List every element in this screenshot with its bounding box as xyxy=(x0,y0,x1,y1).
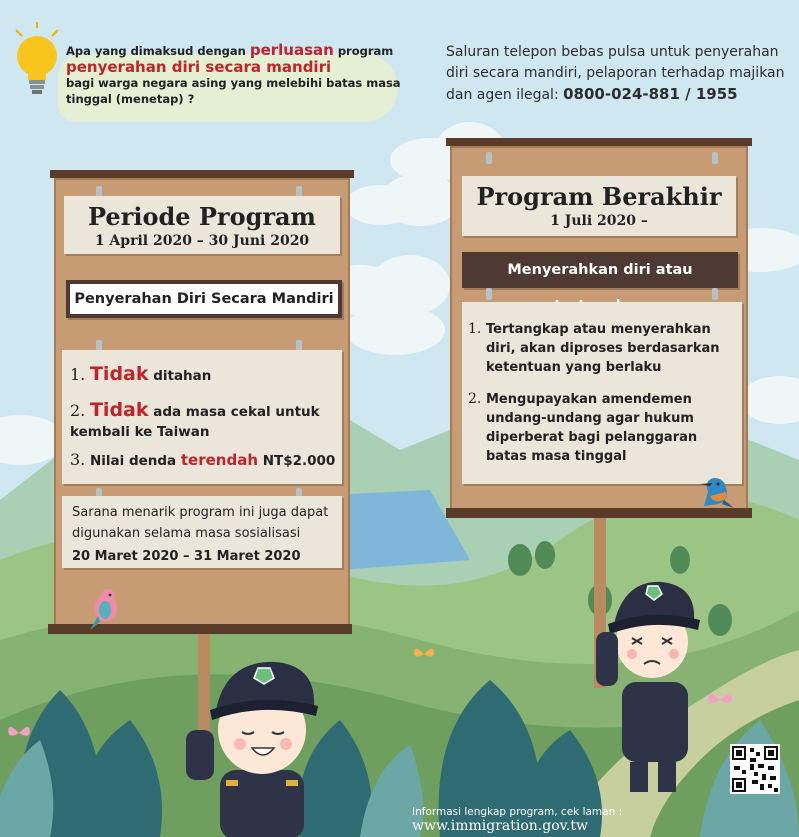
right-board-date: 1 Juli 2020 – xyxy=(550,213,648,229)
benefit-item-2: 2. Tidak ada masa cekal untuk kembali ke Taiwan xyxy=(70,399,320,440)
footer-link-info xyxy=(412,806,799,834)
left-banner-text: Penyerahan Diri Secara Mandiri xyxy=(70,284,338,314)
right-consequences-card xyxy=(462,302,742,484)
website-link[interactable]: www.immigration.gov.tw xyxy=(412,818,588,834)
left-benefits-card xyxy=(62,350,342,484)
qr-code-icon[interactable] xyxy=(730,744,780,794)
consequence-item-2: 2. Mengupayakan amendemen undang-undang agar hukum diperberat bagi pelanggaran batas masa tinggal xyxy=(468,391,698,464)
pin-icon xyxy=(486,288,492,300)
question-line1-suffix: program xyxy=(337,44,394,58)
question-text xyxy=(66,42,406,107)
left-note-card xyxy=(62,496,342,568)
officer-left-illustration xyxy=(186,640,336,837)
hotline-line1: Saluran telepon bebas pulsa untuk penyerahan xyxy=(446,44,779,60)
pink-bird-icon xyxy=(88,586,122,632)
right-banner: Menyerahkan diri atau xyxy=(462,252,738,288)
pin-icon xyxy=(486,152,492,164)
benefit-item-1: 1. Tidak ditahan xyxy=(70,363,212,385)
question-line1-prefix: Apa yang dimaksud dengan xyxy=(66,44,246,58)
left-board-top-edge xyxy=(50,170,354,178)
officer-right-illustration xyxy=(596,572,706,792)
pin-icon xyxy=(712,152,718,164)
note-dates: 20 Maret 2020 – 31 Maret 2020 xyxy=(72,549,301,564)
left-title-card xyxy=(64,196,340,254)
hotline-number: 0800-024-881 / 1955 xyxy=(563,85,738,103)
question-highlight-perluasan: perluasan xyxy=(249,41,334,59)
left-board-title: Periode Program xyxy=(88,202,316,231)
consequence-item-1: 1. Tertangkap atau menyerahkan diri, akan diproses berdasarkan ketentuan yang berlaku xyxy=(468,321,720,375)
butterfly-icon xyxy=(6,722,32,744)
question-highlight-program: penyerahan diri secara mandiri xyxy=(66,58,332,76)
hotline-line3-prefix: dan agen ilegal: xyxy=(446,87,559,103)
right-board-title: Program Berakhir xyxy=(476,182,722,211)
kingfisher-icon xyxy=(690,470,736,510)
butterfly-icon xyxy=(412,644,436,664)
right-board-top-edge xyxy=(446,138,752,146)
pin-icon xyxy=(712,288,718,300)
left-board-dates: 1 April 2020 – 30 Juni 2020 xyxy=(94,233,310,249)
benefit-item-3: 3. Nilai denda terendah NT$2.000 xyxy=(70,450,336,469)
hotline-info xyxy=(446,42,786,106)
left-banner xyxy=(66,280,342,318)
right-title-card xyxy=(462,176,736,236)
footer-prefix: Informasi lengkap program, cek laman : xyxy=(412,806,623,818)
butterfly-icon xyxy=(706,688,734,712)
note-line2: digunakan selama masa sosialisasi xyxy=(72,526,301,541)
hotline-line2: diri secara mandiri, pelaporan terhadap majikan xyxy=(446,65,785,81)
question-line3: bagi warga negara asing yang melebihi batas masa xyxy=(66,76,401,90)
question-line4: tinggal (menetap) ? xyxy=(66,92,195,106)
note-line1: Sarana menarik program ini juga dapat xyxy=(72,505,329,520)
